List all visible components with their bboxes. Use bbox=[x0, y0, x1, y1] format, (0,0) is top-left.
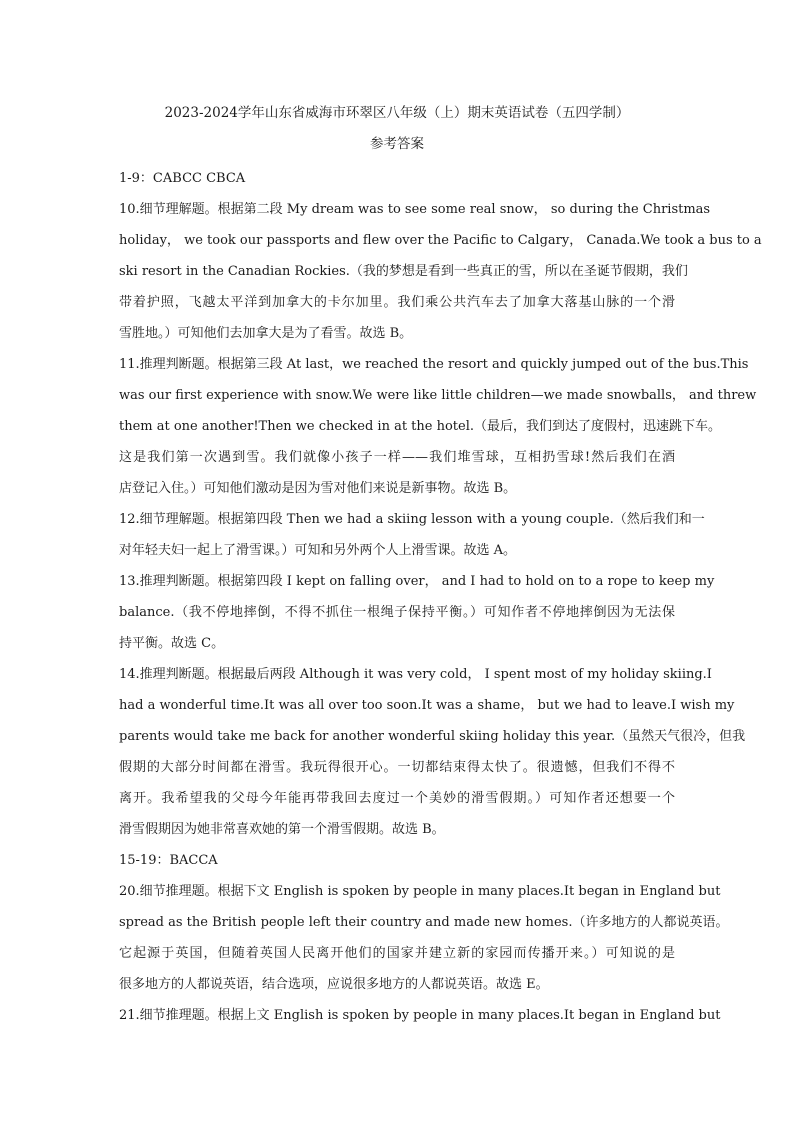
text-line: had a wonderful time.It was all over too soon.It was a shame， but we had to leave.I wish my bbox=[119, 698, 735, 713]
text-line: 10.细节理解题。根据第二段 My dream was to see some real snow， so during the Christmas bbox=[119, 202, 711, 217]
text-line: 12.细节理解题。根据第四段 Then we had a skiing lesson with a young couple.（然后我们和一 bbox=[119, 512, 705, 527]
text-line: 持平衡。故选 C。 bbox=[119, 636, 225, 651]
text-line: 雪胜地。）可知他们去加拿大是为了看雪。故选 B。 bbox=[119, 326, 413, 341]
text-line: them at one another!Then we checked in at the hotel.（最后，我们到达了度假村，迅速跳下车。 bbox=[119, 419, 722, 434]
document-subtitle: 参考答案 bbox=[370, 136, 424, 152]
text-line: holiday， we took our passports and flew over the Pacific to Calgary， Canada.We took a bus to a bbox=[119, 233, 762, 248]
text-line: was our first experience with snow.We were like little children—we made snowballs， and threw bbox=[119, 388, 757, 403]
text-line: balance.（我不停地摔倒，不得不抓住一根绳子保持平衡。）可知作者不停地摔倒因为无法保 bbox=[119, 605, 675, 620]
text-line: 很多地方的人都说英语，结合选项，应说很多地方的人都说英语。故选 E。 bbox=[119, 977, 549, 992]
text-line: 21.细节推理题。根据上文 English is spoken by people in many places.It began in England but bbox=[119, 1008, 721, 1023]
text-line: 假期的大部分时间都在滑雪。我玩得很开心。一切都结束得太快了。很遗憾，但我们不得不 bbox=[119, 760, 675, 775]
text-line: 离开。我希望我的父母今年能再带我回去度过一个美妙的滑雪假期。）可知作者还想要一个 bbox=[119, 791, 675, 806]
text-line: ski resort in the Canadian Rockies.（我的梦想是看到一些真正的雪，所以在圣诞节假期，我们 bbox=[119, 264, 688, 279]
text-line: 它起源于英国，但随着英国人民离开他们的国家并建立新的家园而传播开来。）可知说的是 bbox=[119, 946, 675, 961]
answer-body bbox=[119, 163, 762, 1031]
text-line: 对年轻夫妇一起上了滑雪课。）可知和另外两个人上滑雪课。故选 A。 bbox=[119, 543, 517, 558]
text-line: 11.推理判断题。根据第三段 At last，we reached the resort and quickly jumped out of the bus.This bbox=[119, 357, 749, 372]
text-line: 这是我们第一次遇到雪。我们就像小孩子一样——我们堆雪球，互相扔雪球!然后我们在酒 bbox=[119, 450, 675, 465]
text-line: 13.推理判断题。根据第四段 I kept on falling over， and I had to hold on to a rope to keep my bbox=[119, 574, 715, 589]
text-line: parents would take me back for another wonderful skiing holiday this year.（虽然天气很冷，但我 bbox=[119, 729, 746, 744]
document-title: 2023-2024学年山东省威海市环翠区八年级（上）期末英语试卷（五四学制） bbox=[164, 105, 630, 121]
text-line: 1-9：CABCC CBCA bbox=[119, 171, 246, 186]
text-line: 14.推理判断题。根据最后两段 Although it was very cold， I spent most of my holiday skiing.I bbox=[119, 667, 712, 682]
text-line: 滑雪假期因为她非常喜欢她的第一个滑雪假期。故选 B。 bbox=[119, 822, 445, 837]
text-line: 带着护照，飞越太平洋到加拿大的卡尔加里。我们乘公共汽车去了加拿大落基山脉的一个滑 bbox=[119, 295, 675, 310]
text-line: 店登记入住。）可知他们激动是因为雪对他们来说是新事物。故选 B。 bbox=[119, 481, 517, 496]
text-line: spread as the British people left their country and made new homes.（许多地方的人都说英语。 bbox=[119, 915, 729, 930]
text-line: 15-19：BACCA bbox=[119, 853, 218, 868]
text-line: 20.细节推理题。根据下文 English is spoken by people in many places.It began in England but bbox=[119, 884, 721, 899]
